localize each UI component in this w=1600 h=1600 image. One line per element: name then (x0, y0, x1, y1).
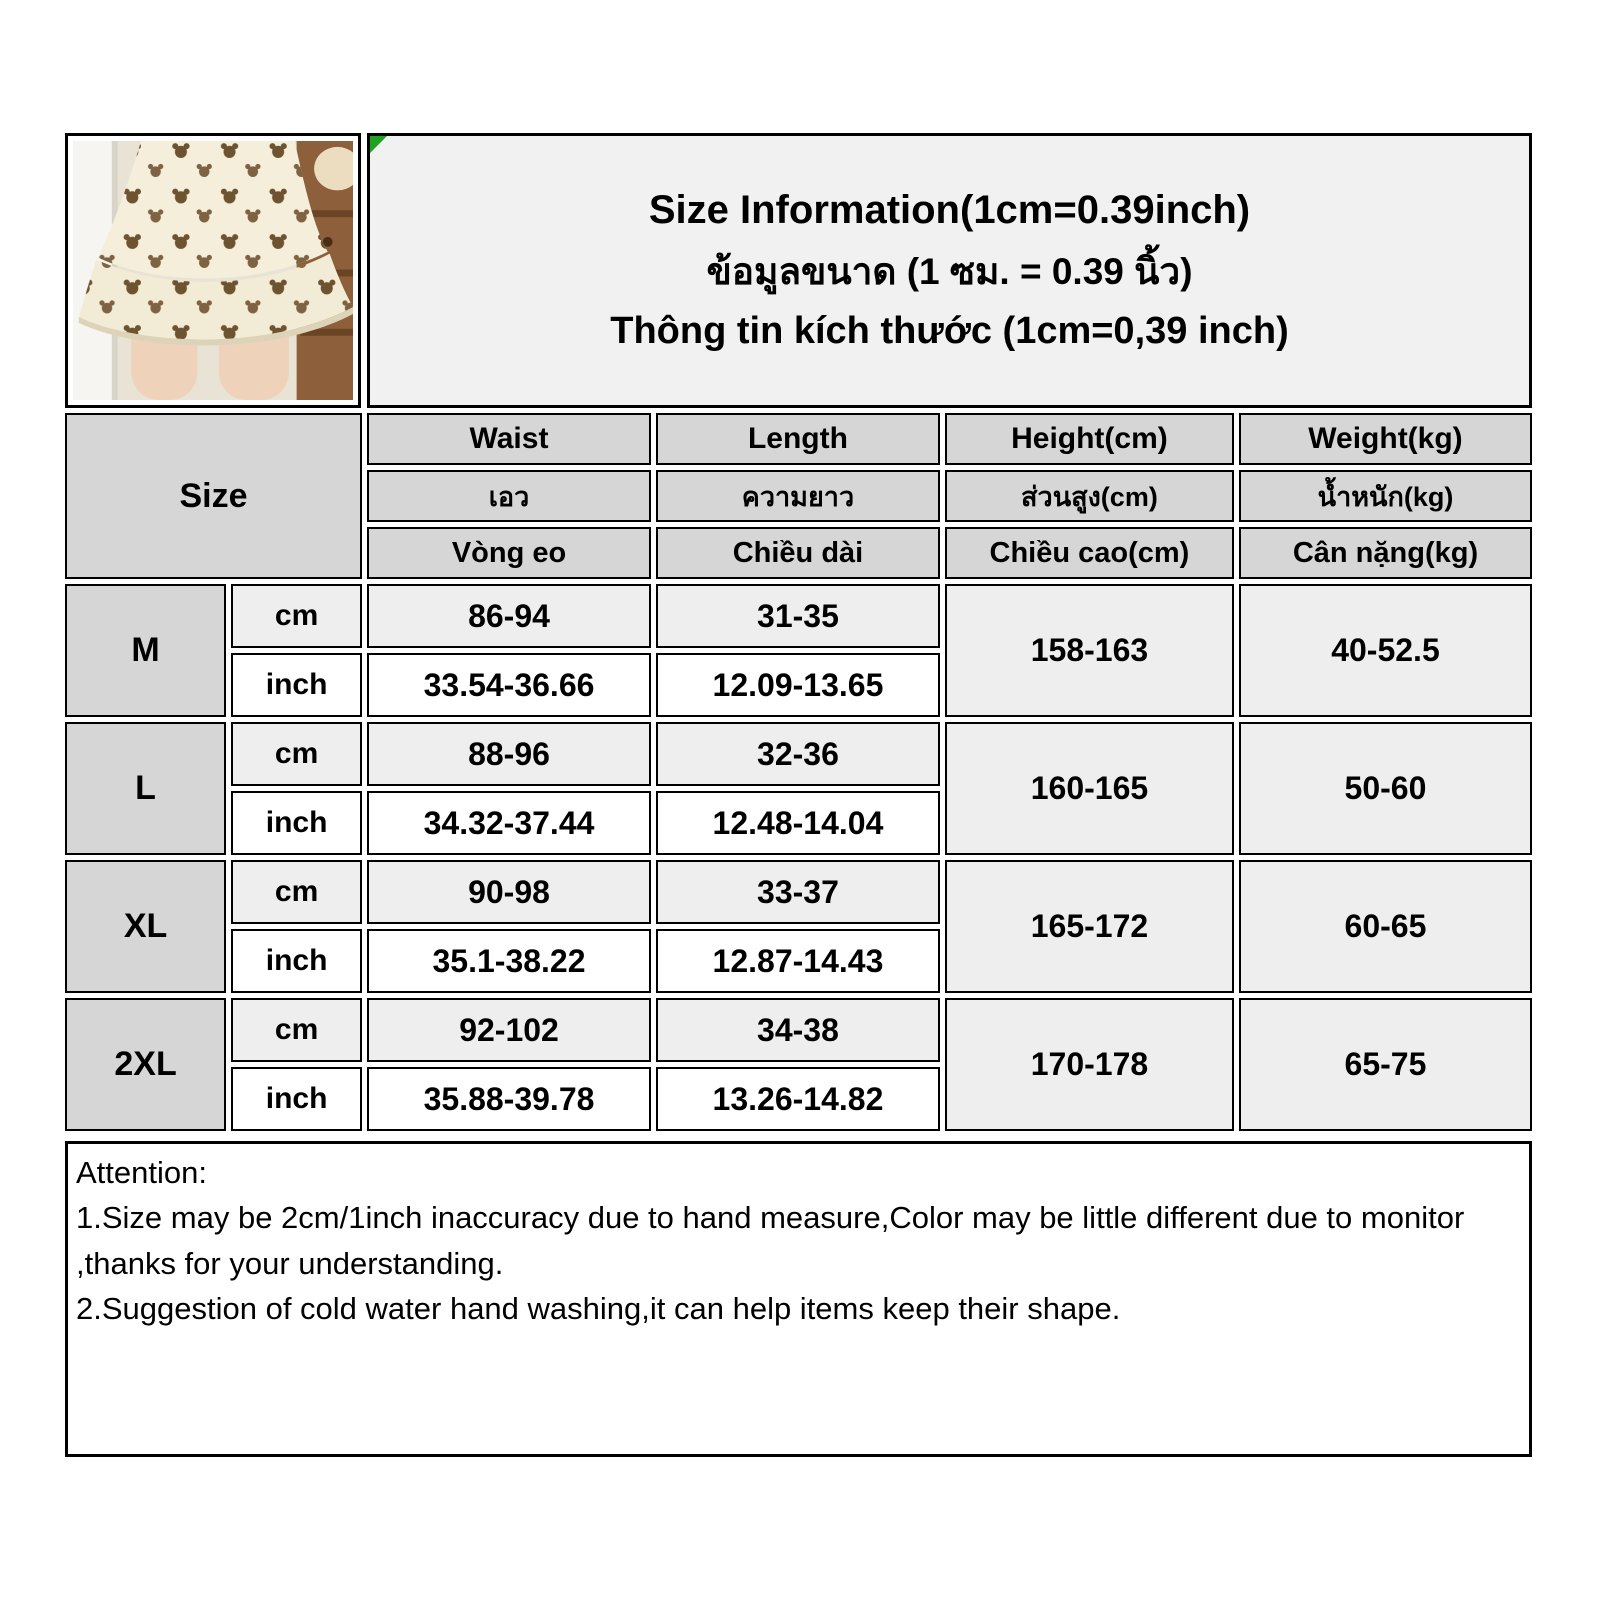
table-row (65, 722, 1532, 786)
xl-length-cm: 33-37 (656, 860, 940, 924)
length-header-vi: Chiều dài (656, 527, 940, 579)
size-column-header: Size (65, 413, 362, 579)
attention-note-2: 2.Suggestion of cold water hand washing,it can help items keep their shape. (76, 1290, 1121, 1326)
table-row (65, 584, 1532, 648)
2xl-waist-inch: 35.88-39.78 (367, 1067, 651, 1131)
size-table-section (60, 408, 1537, 1136)
product-photo (65, 133, 361, 408)
size-2xl-label: 2XL (65, 998, 226, 1131)
unit-inch-label: inch (231, 791, 362, 855)
attention-heading: Attention: (76, 1155, 207, 1190)
title-thai: ข้อมูลขนาด (1 ซม. = 0.39 นิ้ว) (706, 251, 1193, 292)
m-length-inch: 12.09-13.65 (656, 653, 940, 717)
unit-cm-label: cm (231, 860, 362, 924)
size-table (60, 408, 1537, 1136)
l-length-cm: 32-36 (656, 722, 940, 786)
m-waist-cm: 86-94 (367, 584, 651, 648)
table-row (65, 998, 1532, 1062)
2xl-weight: 65-75 (1239, 998, 1532, 1131)
length-header-th: ความยาว (656, 470, 940, 522)
xl-waist-inch: 35.1-38.22 (367, 929, 651, 993)
weight-header-vi: Cân nặng(kg) (1239, 527, 1532, 579)
waist-header-en: Waist (367, 413, 651, 465)
2xl-waist-cm: 92-102 (367, 998, 651, 1062)
2xl-length-cm: 34-38 (656, 998, 940, 1062)
weight-header-th: น้ำหนัก(kg) (1239, 470, 1532, 522)
2xl-height: 170-178 (945, 998, 1234, 1131)
unit-inch-label: inch (231, 929, 362, 993)
height-header-vi: Chiều cao(cm) (945, 527, 1234, 579)
waist-header-th: เอว (367, 470, 651, 522)
m-height: 158-163 (945, 584, 1234, 717)
l-height: 160-165 (945, 722, 1234, 855)
waist-header-vi: Vòng eo (367, 527, 651, 579)
unit-cm-label: cm (231, 722, 362, 786)
height-header-th: ส่วนสูง(cm) (945, 470, 1234, 522)
l-weight: 50-60 (1239, 722, 1532, 855)
m-length-cm: 31-35 (656, 584, 940, 648)
title-vietnamese: Thông tin kích thước (1cm=0,39 inch) (610, 310, 1289, 352)
xl-weight: 60-65 (1239, 860, 1532, 993)
length-header-en: Length (656, 413, 940, 465)
size-info-title-panel (367, 133, 1532, 408)
l-waist-cm: 88-96 (367, 722, 651, 786)
l-waist-inch: 34.32-37.44 (367, 791, 651, 855)
weight-header-en: Weight(kg) (1239, 413, 1532, 465)
size-xl-label: XL (65, 860, 226, 993)
xl-height: 165-172 (945, 860, 1234, 993)
l-length-inch: 12.48-14.04 (656, 791, 940, 855)
size-l-label: L (65, 722, 226, 855)
size-m-label: M (65, 584, 226, 717)
attention-note-1: 1.Size may be 2cm/1inch inaccuracy due to hand measure,Color may be little different due to monitor ,thanks for your understanding. (76, 1200, 1465, 1281)
2xl-length-inch: 13.26-14.82 (656, 1067, 940, 1131)
attention-section (65, 1141, 1532, 1457)
height-header-en: Height(cm) (945, 413, 1234, 465)
unit-cm-label: cm (231, 998, 362, 1062)
title-english: Size Information(1cm=0.39inch) (648, 188, 1251, 232)
m-waist-inch: 33.54-36.66 (367, 653, 651, 717)
xl-waist-cm: 90-98 (367, 860, 651, 924)
header-section (65, 133, 1532, 408)
unit-inch-label: inch (231, 653, 362, 717)
m-weight: 40-52.5 (1239, 584, 1532, 717)
table-row (65, 860, 1532, 924)
xl-length-inch: 12.87-14.43 (656, 929, 940, 993)
green-corner-marker-icon (370, 136, 387, 153)
skirt-photo-illustration (73, 141, 353, 400)
unit-inch-label: inch (231, 1067, 362, 1131)
unit-cm-label: cm (231, 584, 362, 648)
size-chart-sheet (65, 133, 1532, 1457)
